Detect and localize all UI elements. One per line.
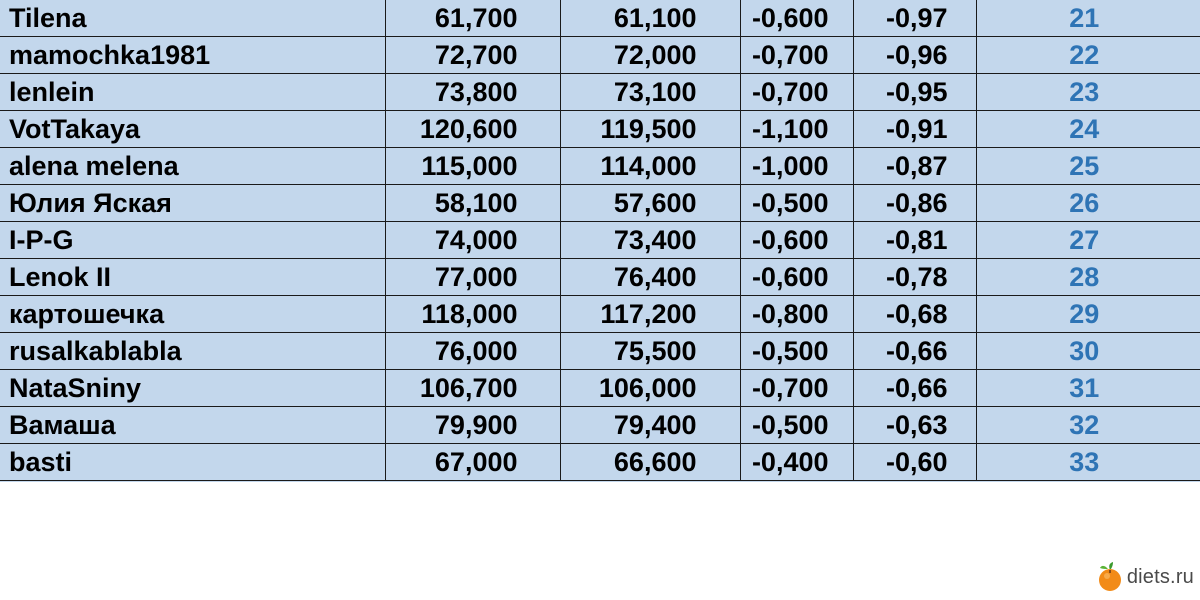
participant-name-cell: Вамаша bbox=[0, 407, 385, 444]
site-watermark bbox=[1097, 562, 1194, 592]
weight-change-cell: -0,500 bbox=[740, 333, 853, 370]
percent-change-cell: -0,86 bbox=[853, 185, 976, 222]
participant-name-cell: alena melena bbox=[0, 148, 385, 185]
start-weight-cell: 120,600 bbox=[385, 111, 560, 148]
rank-value: 28 bbox=[1069, 262, 1100, 292]
percent-change-cell: -0,81 bbox=[853, 222, 976, 259]
current-weight-cell: 72,000 bbox=[560, 37, 740, 74]
table-row bbox=[0, 111, 1200, 148]
participant-name-cell: VotTakaya bbox=[0, 111, 385, 148]
rank-cell bbox=[976, 259, 1200, 296]
weight-change-cell: -0,500 bbox=[740, 407, 853, 444]
rank-cell bbox=[976, 222, 1200, 259]
participant-name-cell: Tilena bbox=[0, 0, 385, 37]
table-row bbox=[0, 222, 1200, 259]
table-row bbox=[0, 148, 1200, 185]
start-weight-cell: 72,700 bbox=[385, 37, 560, 74]
rank-value: 22 bbox=[1069, 40, 1100, 70]
weight-change-cell: -0,600 bbox=[740, 222, 853, 259]
start-weight-cell: 79,900 bbox=[385, 407, 560, 444]
table-row bbox=[0, 370, 1200, 407]
start-weight-cell: 67,000 bbox=[385, 444, 560, 481]
current-weight-cell: 119,500 bbox=[560, 111, 740, 148]
start-weight-cell: 77,000 bbox=[385, 259, 560, 296]
start-weight-cell: 74,000 bbox=[385, 222, 560, 259]
table-row bbox=[0, 407, 1200, 444]
participant-name-cell: Юлия Яская bbox=[0, 185, 385, 222]
rank-value: 23 bbox=[1069, 77, 1100, 107]
rank-cell bbox=[976, 296, 1200, 333]
rank-value: 25 bbox=[1069, 151, 1100, 181]
rank-value: 31 bbox=[1069, 373, 1100, 403]
rank-cell bbox=[976, 0, 1200, 37]
current-weight-cell: 75,500 bbox=[560, 333, 740, 370]
weight-change-cell: -0,700 bbox=[740, 37, 853, 74]
weight-change-cell: -0,700 bbox=[740, 370, 853, 407]
current-weight-cell: 61,100 bbox=[560, 0, 740, 37]
apple-icon bbox=[1097, 562, 1123, 592]
watermark-text: diets.ru bbox=[1126, 565, 1194, 588]
percent-change-cell: -0,66 bbox=[853, 333, 976, 370]
current-weight-cell: 117,200 bbox=[560, 296, 740, 333]
percent-change-cell: -0,91 bbox=[853, 111, 976, 148]
start-weight-cell: 58,100 bbox=[385, 185, 560, 222]
percent-change-cell: -0,66 bbox=[853, 370, 976, 407]
start-weight-cell: 118,000 bbox=[385, 296, 560, 333]
table-row bbox=[0, 74, 1200, 111]
weight-change-cell: -0,600 bbox=[740, 0, 853, 37]
rank-value: 21 bbox=[1069, 3, 1100, 33]
rank-cell bbox=[976, 148, 1200, 185]
current-weight-cell: 73,100 bbox=[560, 74, 740, 111]
percent-change-cell: -0,60 bbox=[853, 444, 976, 481]
weight-change-cell: -0,700 bbox=[740, 74, 853, 111]
start-weight-cell: 76,000 bbox=[385, 333, 560, 370]
participant-name-cell: lenlein bbox=[0, 74, 385, 111]
table-row bbox=[0, 296, 1200, 333]
table-row bbox=[0, 37, 1200, 74]
participant-name-cell: NataSniny bbox=[0, 370, 385, 407]
percent-change-cell: -0,63 bbox=[853, 407, 976, 444]
weight-change-cell: -0,400 bbox=[740, 444, 853, 481]
rank-cell bbox=[976, 111, 1200, 148]
current-weight-cell: 106,000 bbox=[560, 370, 740, 407]
weight-change-cell: -0,600 bbox=[740, 259, 853, 296]
rank-cell bbox=[976, 37, 1200, 74]
rank-cell bbox=[976, 185, 1200, 222]
current-weight-cell: 114,000 bbox=[560, 148, 740, 185]
start-weight-cell: 115,000 bbox=[385, 148, 560, 185]
rank-cell bbox=[976, 407, 1200, 444]
rank-cell bbox=[976, 444, 1200, 481]
participant-name-cell: Lenok II bbox=[0, 259, 385, 296]
weight-change-cell: -0,800 bbox=[740, 296, 853, 333]
percent-change-cell: -0,95 bbox=[853, 74, 976, 111]
rank-cell bbox=[976, 370, 1200, 407]
current-weight-cell: 66,600 bbox=[560, 444, 740, 481]
percent-change-cell: -0,87 bbox=[853, 148, 976, 185]
participant-name-cell: basti bbox=[0, 444, 385, 481]
rank-value: 33 bbox=[1069, 447, 1100, 477]
rank-value: 30 bbox=[1069, 336, 1100, 366]
percent-change-cell: -0,78 bbox=[853, 259, 976, 296]
rank-value: 24 bbox=[1069, 114, 1100, 144]
percent-change-cell: -0,96 bbox=[853, 37, 976, 74]
current-weight-cell: 79,400 bbox=[560, 407, 740, 444]
table-row bbox=[0, 333, 1200, 370]
start-weight-cell: 61,700 bbox=[385, 0, 560, 37]
table-row bbox=[0, 185, 1200, 222]
table-row bbox=[0, 259, 1200, 296]
current-weight-cell: 57,600 bbox=[560, 185, 740, 222]
rank-cell bbox=[976, 74, 1200, 111]
start-weight-cell: 73,800 bbox=[385, 74, 560, 111]
participant-name-cell: картошечка bbox=[0, 296, 385, 333]
rank-value: 26 bbox=[1069, 188, 1100, 218]
participant-name-cell: rusalkablabla bbox=[0, 333, 385, 370]
current-weight-cell: 76,400 bbox=[560, 259, 740, 296]
weight-change-cell: -0,500 bbox=[740, 185, 853, 222]
rank-value: 29 bbox=[1069, 299, 1100, 329]
start-weight-cell: 106,700 bbox=[385, 370, 560, 407]
weight-change-cell: -1,100 bbox=[740, 111, 853, 148]
percent-change-cell: -0,97 bbox=[853, 0, 976, 37]
percent-change-cell: -0,68 bbox=[853, 296, 976, 333]
table-row bbox=[0, 0, 1200, 37]
rank-cell bbox=[976, 333, 1200, 370]
rank-value: 27 bbox=[1069, 225, 1100, 255]
participant-name-cell: I-P-G bbox=[0, 222, 385, 259]
participant-name-cell: mamochka1981 bbox=[0, 37, 385, 74]
weight-change-cell: -1,000 bbox=[740, 148, 853, 185]
rank-value: 32 bbox=[1069, 410, 1100, 440]
current-weight-cell: 73,400 bbox=[560, 222, 740, 259]
table-row bbox=[0, 444, 1200, 481]
